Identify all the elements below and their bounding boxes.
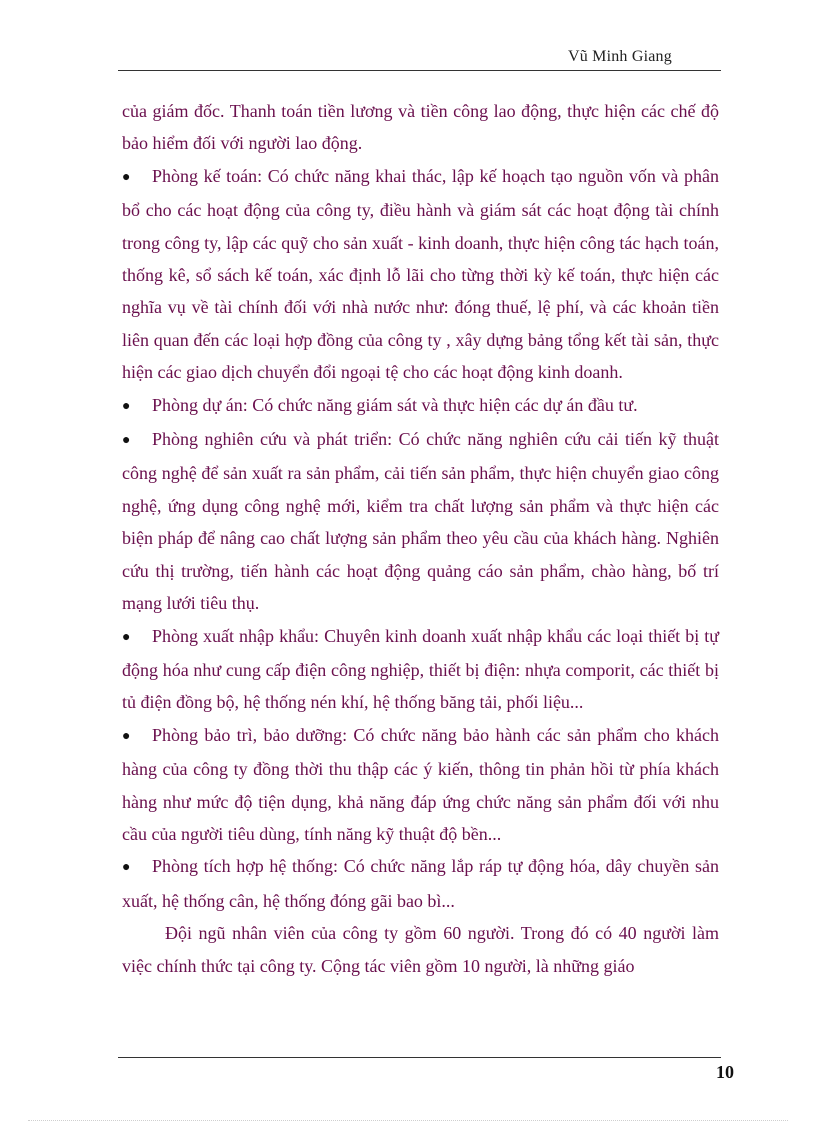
bullet-icon: ●	[122, 629, 131, 645]
lead-paragraph: của giám đốc. Thanh toán tiền lương và tiền công lao động, thực hiện các chế độ bảo hiểm đối với người lao động.	[122, 101, 719, 154]
bullet-icon: ●	[122, 169, 131, 185]
bullet-text: Phòng tích hợp hệ thống: Có chức năng lắp ráp tự động hóa, dây chuyền sản xuất, hệ thống cân, hệ thống đóng gãi bao bì...	[122, 856, 719, 911]
bullet-text: Phòng kế toán: Có chức năng khai thác, lập kế hoạch tạo nguồn vốn và phân bổ cho các hoạt động của công ty, điều hành và giám sát các hoạt động tài chính trong công ty, lập các quỹ cho sản xuất - kinh doanh, thực hiện công tác hạch toán, thống kê, sổ sách kế toán, xác định lỗ lãi cho từng thời kỳ kế toán, thực hiện các nghĩa vụ về tài chính đối với nhà nước như: đóng thuế, lệ phí, và các khoản tiền liên quan đến các loại hợp đồng của công ty , xây dựng bảng tổng kết tài sản, thực hiện các giao dịch chuyển đổi ngoại tệ cho các hoạt động kinh doanh.	[122, 165, 719, 383]
bullet-icon: ●	[122, 728, 131, 744]
bullet-item	[122, 423, 719, 619]
bullet-text: Phòng bảo trì, bảo dưỡng: Có chức năng bảo hành các sản phẩm cho khách hàng của công ty đồng thời thu thập các ý kiến, thông tin phản hồi từ phía khách hàng như mức độ tiện dụng, khả năng đáp ứng chức năng sản phẩm đối với nhu cầu của người tiêu dùng, tính năng kỹ thuật độ bền...	[122, 724, 719, 844]
bullet-item	[122, 160, 719, 389]
header-rule	[118, 70, 721, 71]
bullet-item	[122, 850, 719, 917]
bullet-icon: ●	[122, 860, 131, 876]
page-number: 10	[716, 1062, 734, 1082]
bullet-text: Phòng xuất nhập khẩu: Chuyên kinh doanh xuất nhập khẩu các loại thiết bị tự động hóa như cung cấp điện công nghiệp, thiết bị điện: nhựa comporit, các thiết bị tủ điện đồng bộ, hệ thống nén khí, hệ thống băng tải, phối liệu...	[122, 625, 719, 713]
bullet-item	[122, 389, 719, 423]
page-bottom-edge	[28, 1120, 788, 1121]
bullet-icon: ●	[122, 398, 131, 414]
bullet-text: Phòng dự án: Có chức năng giám sát và thực hiện các dự án đầu tư.	[152, 394, 638, 415]
document-body	[122, 95, 719, 982]
footer-rule	[118, 1057, 721, 1058]
bullet-item	[122, 719, 719, 851]
closing-paragraph: Đội ngũ nhân viên của công ty gồm 60 người. Trong đó có 40 người làm việc chính thức tại công ty. Cộng tác viên gồm 10 người, là những giáo	[122, 923, 719, 976]
bullet-text: Phòng nghiên cứu và phát triển: Có chức năng nghiên cứu cải tiến kỹ thuật công nghệ để sản xuất ra sản phẩm, cải tiến sản phẩm, thực hiện chuyển giao công nghệ, ứng dụng công nghệ mới, kiểm tra chất lượng sản phẩm và thực hiện các biện pháp để nâng cao chất lượng sản phẩm theo yêu cầu của khách hàng. Nghiên cứu thị trường, tiến hành các hoạt động quảng cáo sản phẩm, chào hàng, bố trí mạng lưới tiêu thụ.	[122, 429, 719, 614]
bullet-icon: ●	[122, 433, 131, 449]
bullet-item	[122, 620, 719, 719]
header-author: Vũ Minh Giang	[568, 48, 672, 65]
